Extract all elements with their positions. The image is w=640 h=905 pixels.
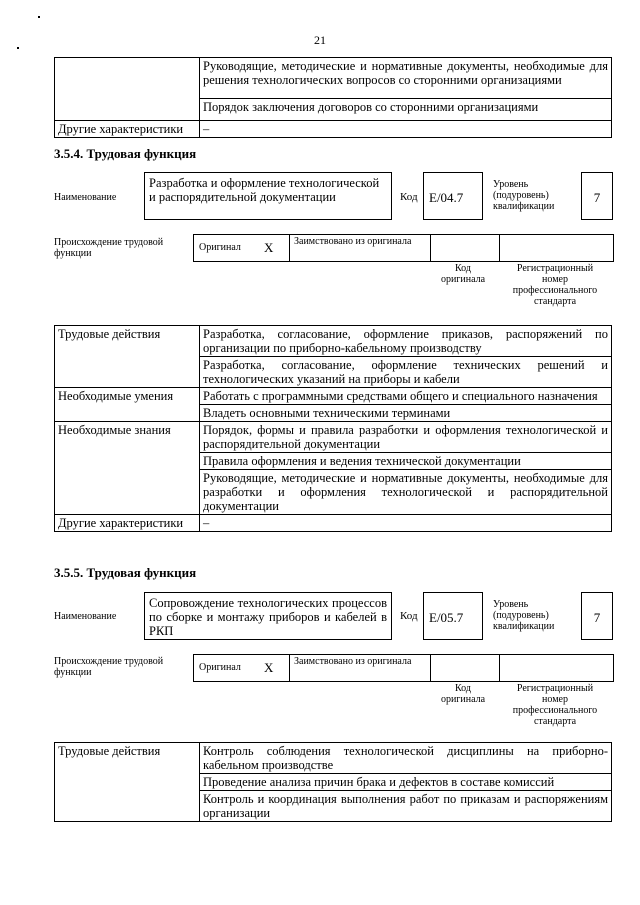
original-mark: X — [264, 240, 274, 255]
code-label: Код — [400, 610, 418, 622]
divider — [289, 655, 290, 681]
row-value: Контроль и координация выполнения работ по приказам и распоряжениям организации — [200, 791, 612, 822]
reg-number-label: Регистрационный номер профессионального стандарта — [512, 263, 598, 307]
table-row — [55, 388, 612, 405]
row-label: Другие характеристики — [55, 121, 200, 138]
level-value: 7 — [593, 190, 601, 205]
section-heading: 3.5.5. Трудовая функция — [54, 565, 197, 580]
row-label: Необходимые умения — [55, 388, 200, 422]
name-box — [144, 592, 392, 640]
code-label: Код — [400, 191, 418, 203]
borrowed-label: Заимствовано из оригинала — [294, 656, 412, 667]
name-box — [144, 172, 392, 220]
section-354-table — [54, 325, 612, 532]
row-value: Разработка, согласование, оформление технических решений и технологических указаний на приборы и кабели — [200, 357, 612, 388]
original-label: Оригинал — [199, 662, 241, 673]
row-value: Разработка, согласование, оформление приказов, распоряжений по организации по приборно-кабельному производству — [200, 326, 612, 357]
name-label: Наименование — [54, 192, 117, 203]
section-heading: 3.5.4. Трудовая функция — [54, 146, 197, 161]
name-value: Сопровождение технологических процессов по сборке и монтажу приборов и кабелей в РКП — [149, 596, 387, 638]
row-label: Трудовые действия — [55, 326, 200, 388]
original-mark: X — [264, 660, 274, 675]
row-label — [55, 58, 200, 121]
row-value: Контроль соблюдения технологической дисциплины на приборно-кабельном производстве — [200, 743, 612, 774]
row-value: Руководящие, методические и нормативные документы, необходимые для разработки и оформления технологической и распорядительной документации — [200, 470, 612, 515]
origin-box — [193, 234, 614, 262]
reg-number-label: Регистрационный номер профессионального стандарта — [512, 683, 598, 727]
origin-label: Происхождение трудовой функции — [54, 237, 164, 259]
table-row — [55, 515, 612, 532]
divider — [430, 235, 431, 261]
code-box — [423, 172, 483, 220]
level-label: Уровень (подуровень) квалификации — [493, 179, 555, 212]
name-value: Разработка и оформление технологической и распорядительной документации — [149, 176, 380, 204]
row-value: Правила оформления и ведения технической документации — [200, 453, 612, 470]
table-row — [55, 326, 612, 357]
divider — [499, 235, 500, 261]
row-label: Необходимые знания — [55, 422, 200, 515]
table-row — [55, 422, 612, 453]
row-value: – — [200, 121, 612, 138]
name-label: Наименование — [54, 611, 117, 622]
code-original-label: Код оригинала — [440, 263, 486, 285]
row-label: Другие характеристики — [55, 515, 200, 532]
level-box — [581, 592, 613, 640]
divider — [430, 655, 431, 681]
row-label: Трудовые действия — [55, 743, 200, 822]
original-label: Оригинал — [199, 242, 241, 253]
divider — [289, 235, 290, 261]
row-value: Порядок, формы и правила разработки и оформления технологической и распорядительной документации — [200, 422, 612, 453]
row-value: Руководящие, методические и нормативные документы, необходимые для решения технологических вопросов со сторонними организациями — [200, 58, 612, 99]
row-value: Проведение анализа причин брака и дефектов в составе комиссий — [200, 774, 612, 791]
level-box — [581, 172, 613, 220]
code-value: E/05.7 — [429, 610, 464, 625]
table-row — [55, 58, 612, 99]
level-value: 7 — [593, 610, 601, 625]
code-box — [423, 592, 483, 640]
section-355-table — [54, 742, 612, 822]
scan-speck — [38, 16, 40, 18]
top-table — [54, 57, 612, 138]
row-value: Порядок заключения договоров со сторонними организациями — [200, 98, 612, 120]
page-number: 21 — [314, 33, 326, 47]
origin-box — [193, 654, 614, 682]
divider — [499, 655, 500, 681]
code-original-label: Код оригинала — [440, 683, 486, 705]
row-value: Владеть основными техническими терминами — [200, 405, 612, 422]
borrowed-label: Заимствовано из оригинала — [294, 236, 412, 247]
row-value: – — [200, 515, 612, 532]
origin-label: Происхождение трудовой функции — [54, 656, 164, 678]
table-row — [55, 121, 612, 138]
table-row — [55, 743, 612, 774]
row-value: Работать с программными средствами общего и специального назначения — [200, 388, 612, 405]
level-label: Уровень (подуровень) квалификации — [493, 599, 555, 632]
code-value: E/04.7 — [429, 190, 464, 205]
